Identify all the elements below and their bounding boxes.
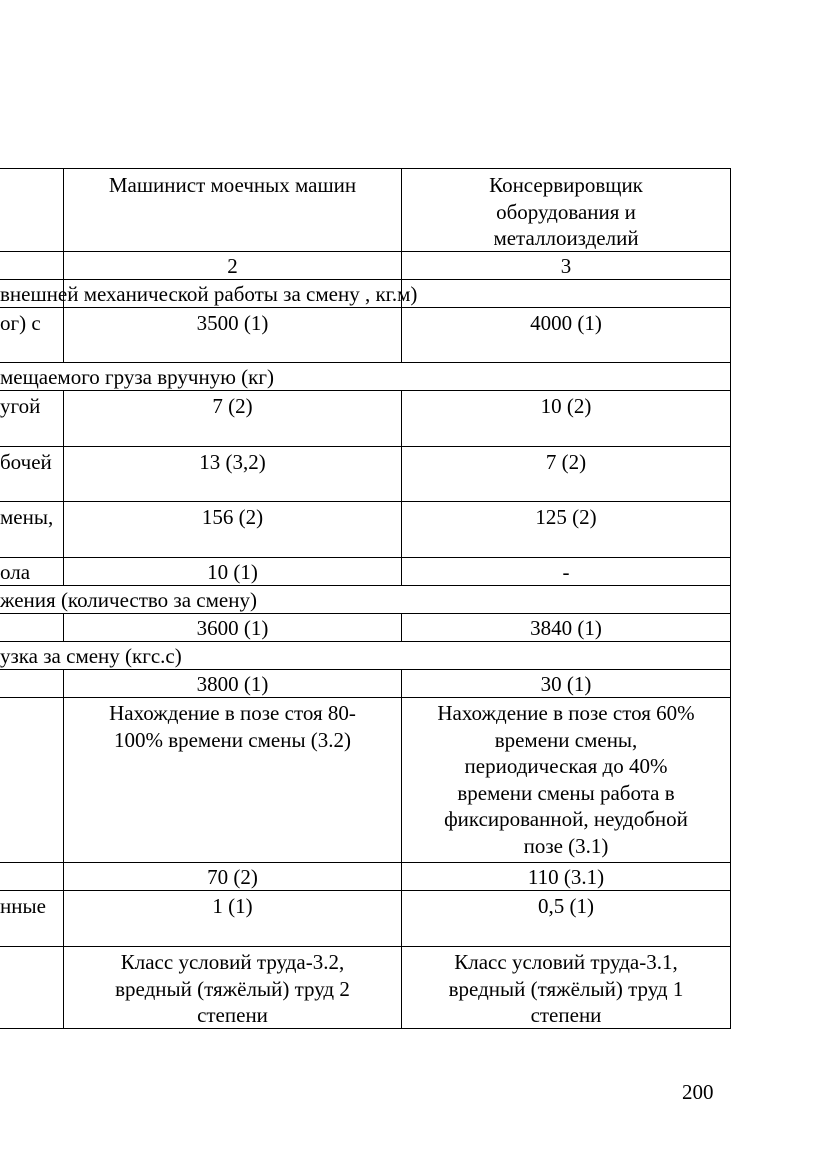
header-col3: [402, 172, 730, 252]
cargo3-col2-value: 156 (2): [201, 505, 264, 529]
class-col3-line: Класс условий труда-3.1,: [454, 950, 678, 974]
table-rule: [0, 557, 731, 558]
page-number: 200: [682, 1080, 714, 1104]
movements-col2-value: 3600 (1): [196, 616, 269, 640]
class-col2-line: степени: [197, 1003, 268, 1027]
class-col2-line: Класс условий труда-3.2,: [120, 950, 345, 974]
move-col3-value: 0,5 (1): [538, 894, 594, 918]
section-work-heading: внешней механической работы за смену , кг.м): [0, 282, 418, 306]
table-rule: [0, 946, 731, 947]
row-label-fragment: ола: [0, 560, 31, 584]
class-col3-line: вредный (тяжёлый) труд 1: [448, 976, 684, 1001]
posture-col3-value: [402, 700, 730, 859]
cargo3-col3-value: 125 (2): [535, 505, 597, 529]
header-col3-line: Консервировщик: [489, 173, 643, 197]
movements-col3-value: 3840 (1): [530, 616, 602, 640]
posture-col3-line: Нахождение в позе стоя 60%: [437, 701, 695, 725]
posture-col3-line: времени смены работа в: [457, 780, 675, 805]
static-col3-value: 30 (1): [540, 672, 592, 696]
posture-col3-line: времени смены,: [494, 727, 638, 752]
class-col2-line: вредный (тяжёлый) труд 2: [115, 976, 350, 1001]
row-label-fragment: ог) с: [0, 311, 41, 335]
posture-col2-line: 100% времени смены (3.2): [113, 727, 352, 752]
cargo1-col3-value: 10 (2): [540, 394, 592, 418]
cargo4-col2-value: 10 (1): [207, 560, 258, 584]
row-label-fragment: угой: [0, 394, 41, 418]
header-col3-line: оборудования и: [496, 199, 636, 224]
row-label-fragment: бочей: [0, 450, 52, 474]
cargo2-col3-value: 7 (2): [545, 450, 587, 474]
table-border-top: [0, 168, 731, 169]
table-border-right: [730, 168, 731, 1029]
work-col3-value: 4000 (1): [530, 311, 602, 335]
posture-col3-line: периодическая до 40%: [464, 754, 668, 778]
posture-col2-value: [64, 700, 401, 753]
column-number-2: 2: [227, 254, 238, 278]
tilts-col3-value: 110 (3.1): [527, 865, 605, 889]
section-cargo-heading: мещаемого груза вручную (кг): [0, 365, 274, 389]
tilts-col2-value: 70 (2): [207, 865, 258, 889]
table-rule: [0, 501, 731, 502]
class-col3-line: степени: [530, 1003, 602, 1027]
posture-col3-line: позе (3.1): [523, 833, 609, 858]
row-label-fragment: нные: [0, 894, 46, 918]
row-label-fragment: мены,: [0, 505, 54, 529]
section-static-heading: узка за смену (кгс.с): [0, 644, 182, 668]
work-col2-value: 3500 (1): [196, 311, 269, 335]
section-movements-heading: жения (количество за смену): [0, 588, 257, 612]
cargo1-col2-value: 7 (2): [212, 394, 253, 418]
cargo2-col2-value: 13 (3,2): [199, 450, 266, 474]
table-rule: [0, 446, 731, 447]
class-col3-value: [402, 949, 730, 1029]
column-number-3: 3: [560, 254, 572, 278]
header-col2: Машинист моечных машин: [108, 173, 357, 197]
cargo4-col3-value: -: [562, 560, 570, 584]
header-col3-line: металлоизделий: [493, 226, 639, 250]
posture-col2-line: Нахождение в позе стоя 80-: [109, 701, 356, 725]
move-col2-value: 1 (1): [212, 894, 253, 918]
table-rule: [0, 362, 731, 363]
table-rule: [0, 862, 731, 863]
static-col2-value: 3800 (1): [196, 672, 269, 696]
class-col2-value: [64, 949, 401, 1029]
posture-col3-line: фиксированной, неудобной: [444, 807, 688, 831]
